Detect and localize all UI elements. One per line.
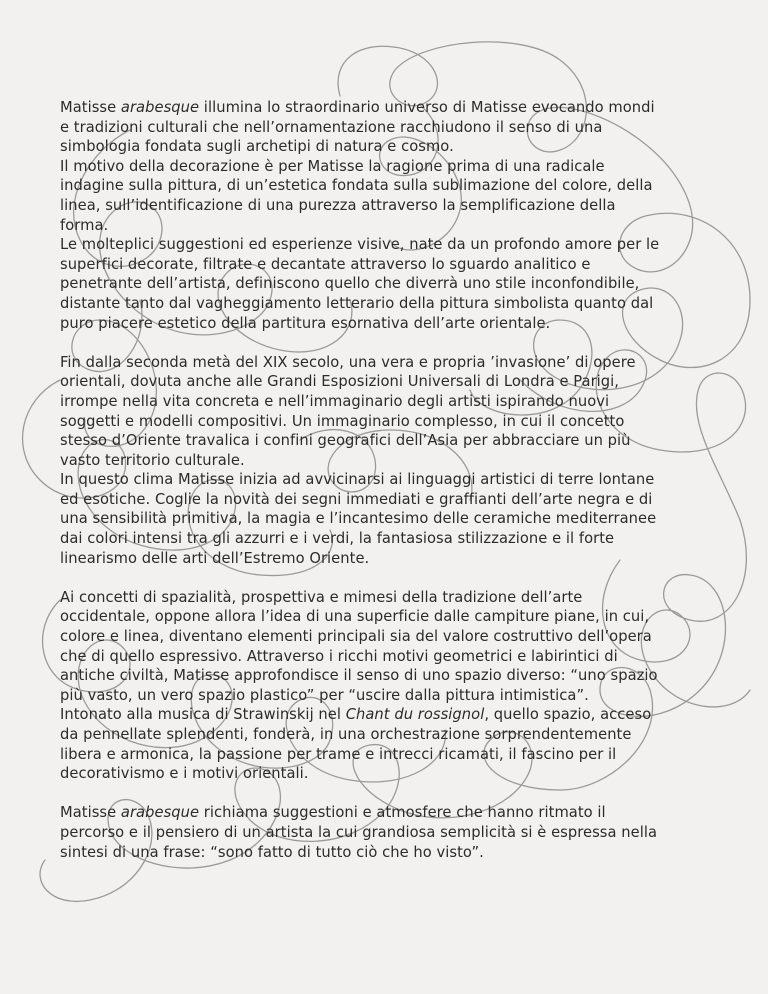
text-run: irrompe nella vita concreta e nell’immaginario degli artisti ispirando nuovi (60, 392, 610, 410)
text-run: libera e armonica, la passione per trame e intrecci ricamati, il fascino per il (60, 745, 617, 763)
text-run: simbologia fondata sugli archetipi di natura e cosmo. (60, 138, 454, 156)
text-run: forma. (60, 216, 109, 234)
text-run: Matisse (60, 99, 121, 116)
italic-title: Chant du rossignol (345, 706, 485, 724)
text-run: occidentale, oppone allora l’idea di una superficie dalle campiture piane, in cui, (60, 608, 650, 626)
text-run: superfici decorate, filtrate e decantate attraverso lo sguardo analitico e (60, 255, 591, 273)
text-run: che di quello espressivo. Attraverso i ricchi motivi geometrici e labirintici di (60, 647, 618, 665)
italic-title: arabesque (120, 804, 200, 822)
document-body (60, 98, 710, 882)
text-run: indagine sulla pittura, di un’estetica fondata sulla sublimazione del colore, della (60, 177, 653, 195)
text-run: sintesi di una frase: “sono fatto di tutto ciò che ho visto”. (60, 843, 484, 861)
text-run: Intonato alla musica di Strawinskij nel (60, 706, 346, 724)
text-run: linea, sull’identificazione di una purezza attraverso la semplificazione della (60, 196, 616, 214)
text-run: Fin dalla seconda metà del XIX secolo, una vera e propria ’invasione’ di opere (60, 353, 636, 371)
text-run: puro piacere estetico della partitura esornativa dell’arte orientale. (60, 314, 551, 332)
text-run: soggetti e modelli compositivi. Un immaginario complesso, in cui il concetto (60, 412, 625, 430)
text-run: richiama suggestioni e atmosfere che hanno ritmato il (199, 804, 606, 822)
text-run: Ai concetti di spazialità, prospettiva e mimesi della tradizione dell’arte (60, 588, 583, 606)
text-run: illumina lo straordinario universo di Matisse evocando mondi (199, 99, 655, 116)
text-run: Matisse (60, 804, 121, 822)
text-run: , quello spazio, acceso (484, 706, 652, 724)
paragraph (60, 353, 710, 569)
text-run: penetrante dell’artista, definiscono quello che diverrà uno stile inconfondibile, (60, 275, 640, 293)
italic-title: arabesque (120, 99, 200, 116)
text-run: da pennellate splendenti, fonderà, in una orchestrazione sorprendentemente (60, 726, 632, 743)
text-run: vasto territorio culturale. (60, 451, 245, 469)
text-run: colore e linea, diventano elementi principali sia del valore costruttivo dell’opera (60, 628, 652, 646)
text-run: linearismo delle arti dell’Estremo Oriente. (60, 549, 370, 567)
paragraph (60, 98, 710, 333)
paragraph (60, 803, 710, 862)
text-run: Il motivo della decorazione è per Matisse la ragione prima di una radicale (60, 157, 605, 175)
text-run: decorativismo e i motivi orientali. (60, 765, 309, 783)
text-run: più vasto, un vero spazio plastico” per “uscire dalla pittura intimistica”. (60, 686, 589, 704)
text-run: dai colori intensi tra gli azzurri e i verdi, la fantasiosa stilizzazione e il forte (60, 530, 615, 548)
text-run: una sensibilità primitiva, la magia e l’incantesimo delle ceramiche mediterranee (60, 510, 657, 528)
text-run: Le molteplici suggestioni ed esperienze visive, nate da un profondo amore per le (60, 236, 660, 254)
text-run: ed esotiche. Coglie la novità dei segni immediati e graffianti dell’arte negra e di (60, 490, 653, 508)
text-run: distante tanto dal vagheggiamento letterario della pittura simbolista quanto dal (60, 294, 654, 312)
text-run: percorso e il pensiero di un artista la cui grandiosa semplicità si è espressa nella (60, 823, 658, 841)
paragraph (60, 588, 710, 784)
text-run: In questo clima Matisse inizia ad avvicinarsi ai linguaggi artistici di terre lontane (60, 471, 655, 489)
text-run: orientali, dovuta anche alle Grandi Esposizioni Universali di Londra e Parigi, (60, 373, 620, 391)
text-run: stesso d’Oriente travalica i confini geografici dell’Asia per abbracciare un più (60, 432, 631, 450)
text-run: e tradizioni culturali che nell’ornamentazione racchiudono il senso di una (60, 118, 603, 136)
text-run: antiche civiltà, Matisse approfondisce il senso di uno spazio diverso: “uno spazio (60, 667, 658, 685)
